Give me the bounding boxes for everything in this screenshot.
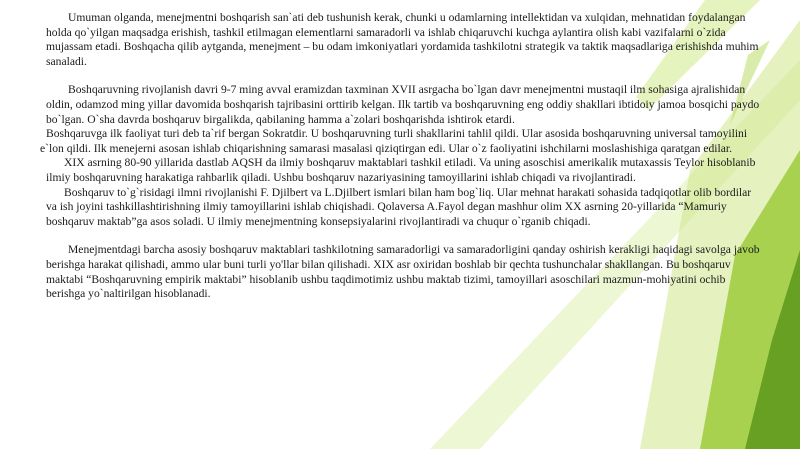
paragraph-development-period: Boshqaruvning rivojlanish davri 9-7 ming avval eramizdan taxminan XVII asrgacha bo`lgan davr menejmentni mustaqil ilm sohasiga ajralishidan oldin, odamzod ming yillar davomida boshqarish tajribasini orttirib kelgan. Ilk tartib va boshqaruvning eng oddiy shakllari ibtidoiy jamoa bosqichi paydo bo`lgan. O`sha davrda boshqaruv birgalikda, qabilaning hamma a`zolari boshqarishda ishtirok etardi.: [46, 83, 760, 126]
paragraph-management-art: Umuman olganda, menejmentni boshqarish san`ati deb tushunish kerak, chunki u odamlarning intellektidan va xulqidan, mehnatidan foydalangan holda qo`yilgan maqsadga erishish, tashkil etilmagan elementlarni samaradorli va ishlab chiqaruvchi kuchga aylantira olish kabi vazifalarni o`zida mujassam etadi. Boshqacha qilib aytganda, menejment – bu odam imkoniyatlari yordamida tashkilotni strategik va taktik maqsadlariga erishishda muhim sanaladi.: [46, 11, 759, 68]
paragraph-gilbreth-fayol: Boshqaruv to`g`risidagi ilmni rivojlanishi F. Djilbert va L.Djilbert ismlari bilan ham bog`liq. Ular mehnat harakati sohasida tadqiqotlar olib bordilar va ish joyini tashkillashtirishning ilmiy tamoyillarini ishlab chiqishadi. Qolaversa A.Fayol degan mashhur olim XX asrning 20-yillarida “Mamuriy boshqaruv maktab”ga asos soladi. U ilmiy menejmentning konsepsiyalarini rivojlantiradi va chuqur o`rganib chiqadi.: [46, 185, 752, 228]
paragraph-socrates-text: Boshqaruvga ilk faoliyat turi deb ta`rif bergan Sokratdir. U boshqaruvning turli shakllarini tahlil qildi. Ular asosida boshqaruvning universal tamoyilini e`lon qildi. Ilk menejerni asosan ishlab chiqarishning samarasi masalasi qiziqtirgan edi. Ular o`z faoliyatini ishchilarni moslashishiga qaratgan edilar.: [40, 127, 748, 155]
slide-text: [40, 11, 762, 302]
paragraph-empirical-school: Menejmentdagi barcha asosiy boshqaruv maktablari tashkilotning samaradorligi va samaradorligini qanday oshirish kerakligi haqidagi savolga javob berishga harakat qilishadi, ammo ular buni turli yo'llar bilan qilishadi. XIX asr oxiridan boshlab bir qechta tushunchalar shakllangan. Bu boshqaruv maktabi “Boshqaruvning empirik maktabi” hisoblanib ushbu taqdimotimiz ushbu maktab tizimi, tamoyillari asoschilari mazmun-mohiyatini ochib berishga yo`naltirilgan hisoblanadi.: [46, 243, 760, 301]
paragraph-taylor: XIX asrning 80-90 yillarida dastlab AQSH da ilmiy boshqaruv maktablari tashkil etiladi. Va uning asoschisi amerikalik mutaxassis Teylor hisoblanib ilmiy boshqaruvning harakatiga rahbarlik qiladi. Ushbu boshqaruv nazariyasining tamoyillarini ishlab chiqadi va rivojlantiradi.: [46, 156, 756, 184]
paragraph-socrates: [40, 127, 762, 156]
